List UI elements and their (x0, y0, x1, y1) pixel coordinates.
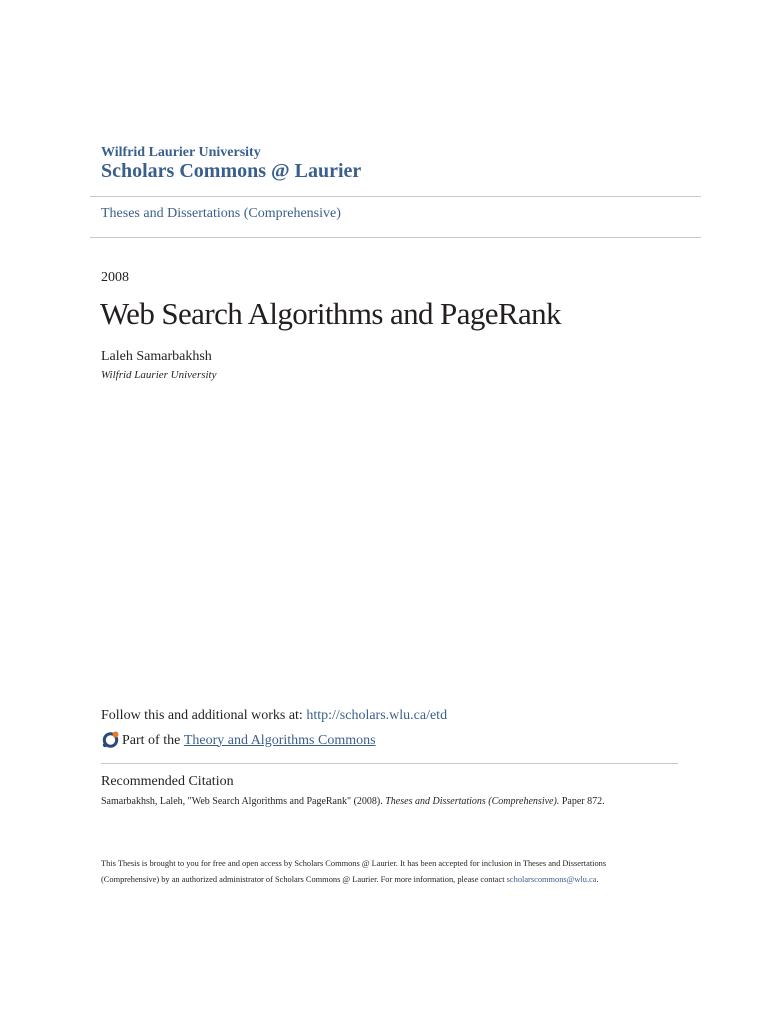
bepress-network-icon (101, 730, 120, 749)
citation-plain: Samarbakhsh, Laleh, "Web Search Algorithms and PageRank" (2008). (101, 796, 386, 807)
theory-algorithms-commons-link[interactable]: Theory and Algorithms Commons (183, 732, 376, 748)
citation-tail: Paper 872. (559, 796, 605, 807)
institution-name[interactable]: Wilfrid Laurier University (101, 145, 261, 160)
follow-line (101, 708, 447, 724)
contact-email-link[interactable]: scholarscommons@wlu.ca (506, 875, 597, 884)
access-notice-line2-text: (Comprehensive) by an authorized administrator of Scholars Commons @ Laurier. For more information, please contact (101, 875, 507, 884)
follow-label: Follow this and additional works at: (101, 708, 307, 723)
access-notice-line2-end: . (596, 875, 599, 884)
divider-top (90, 196, 701, 197)
citation-text (101, 796, 605, 807)
collection-link[interactable]: Theses and Dissertations (Comprehensive) (101, 206, 341, 221)
part-of-line (101, 731, 376, 750)
access-notice-line2 (101, 872, 681, 888)
follow-url-link[interactable]: http://scholars.wlu.ca/etd (306, 708, 448, 723)
access-notice (101, 856, 681, 888)
repository-name[interactable]: Scholars Commons @ Laurier (101, 160, 362, 182)
author-affiliation: Wilfrid Laurier University (101, 369, 217, 381)
divider-bottom (101, 763, 678, 764)
citation-italic: Theses and Dissertations (Comprehensive). (385, 796, 560, 807)
publication-year: 2008 (101, 270, 129, 285)
document-title: Web Search Algorithms and PageRank (100, 296, 561, 331)
author-name: Laleh Samarbakhsh (101, 349, 212, 364)
citation-heading: Recommended Citation (101, 774, 234, 789)
access-notice-line1: This Thesis is brought to you for free and open access by Scholars Commons @ Laurier. It has been accepted for inclusion in Theses and Dissertations (101, 859, 607, 868)
part-of-label: Part of the (122, 732, 181, 748)
divider-middle (90, 237, 701, 238)
